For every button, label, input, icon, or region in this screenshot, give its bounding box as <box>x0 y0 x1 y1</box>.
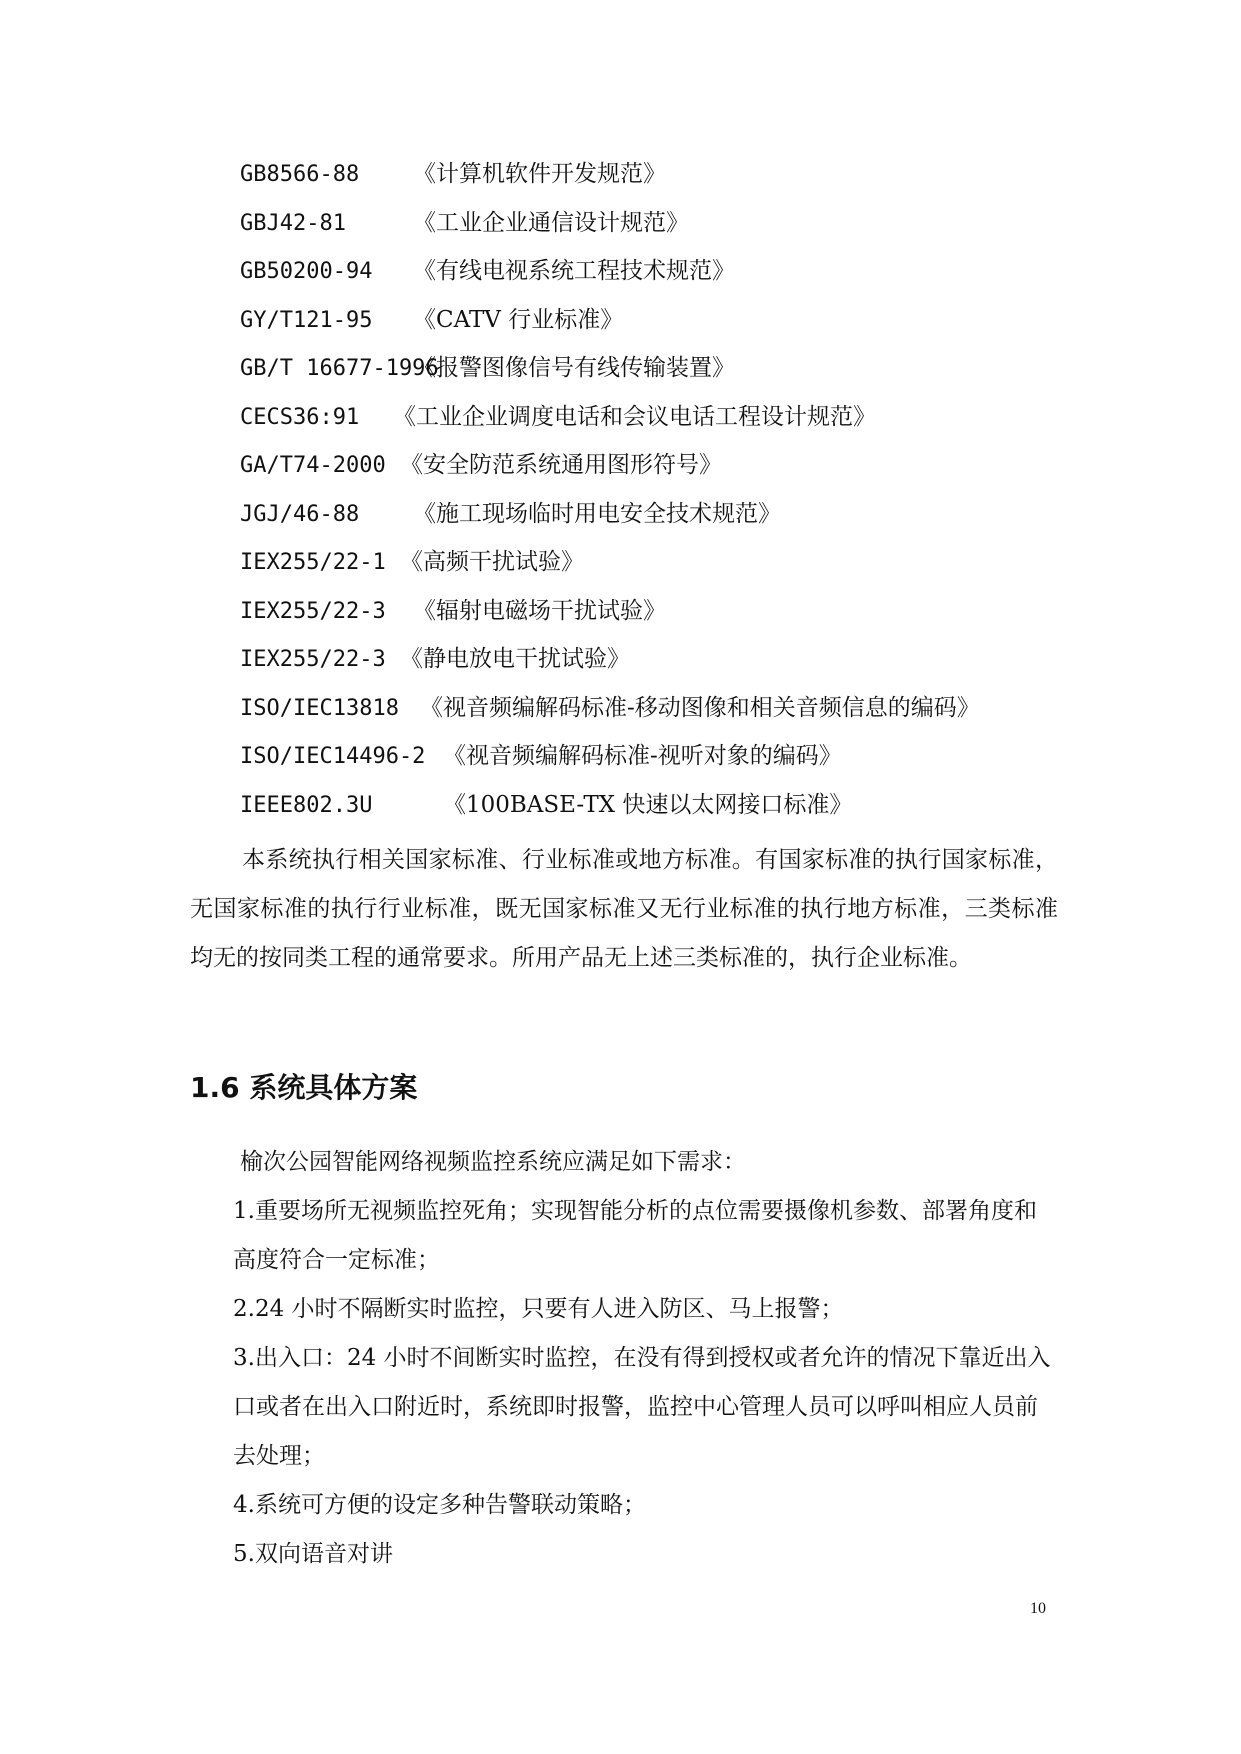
standard-title: 《视音频编解码标准-移动图像和相关音频信息的编码》 <box>420 694 980 721</box>
standard-row <box>240 251 735 291</box>
standard-code: GA/T74-2000 <box>240 453 386 478</box>
standard-code: ISO/IEC13818 <box>240 695 399 721</box>
standard-row <box>240 542 584 582</box>
standard-title: 《工业企业调度电话和会议电话工程设计规范》 <box>393 403 876 430</box>
standard-row <box>240 688 980 728</box>
standard-code: ISO/IEC14496-2 <box>240 744 426 769</box>
section-heading: 1.6 系统具体方案 <box>190 1071 418 1104</box>
standard-title: 《辐射电磁场干扰试验》 <box>413 597 666 624</box>
standard-code: IEX255/22-1 <box>240 550 386 575</box>
standard-row <box>240 785 853 825</box>
policy-paragraph: 本系统执行相关国家标准、行业标准或地方标准。有国家标准的执行国家标准，无国家标准的执行行业标准，既无国家标准又无行业标准的执行地方标准，三类标准均无的按同类工程的通常要求。所用产品无上述三类标准的，执行企业标准。 <box>190 847 1058 971</box>
standard-title: 《视音频编解码标准-视听对象的编码》 <box>443 743 842 769</box>
standard-row <box>240 397 876 437</box>
standard-row <box>240 154 666 194</box>
standard-title: 《安全防范系统通用图形符号》 <box>400 452 722 478</box>
standard-code: IEEE802.3U <box>240 792 373 818</box>
standard-title: 《计算机软件开发规范》 <box>413 161 666 187</box>
intro-text: 榆次公园智能网络视频监控系统应满足如下需求： <box>240 1149 746 1175</box>
requirement-item: 4.系统可方便的设定多种告警联动策略； <box>233 1492 646 1518</box>
standard-title: 《报警图像信号有线传输装置》 <box>413 355 735 381</box>
standard-title: 《工业企业通信设计规范》 <box>413 209 689 236</box>
standard-row <box>240 494 781 534</box>
standard-row <box>240 203 689 243</box>
standard-code: GY/T121-95 <box>240 307 373 333</box>
standard-row <box>240 300 624 340</box>
standard-title: 《静电放电干扰试验》 <box>400 646 630 672</box>
standard-title: 《施工现场临时用电安全技术规范》 <box>413 500 781 527</box>
standard-row <box>240 639 630 679</box>
standard-code: GB50200-94 <box>240 259 373 284</box>
page-number: 10 <box>1030 1600 1046 1617</box>
standard-row <box>240 591 666 631</box>
requirement-item: 5.双向语音对讲 <box>233 1541 393 1567</box>
standard-title: 《有线电视系统工程技术规范》 <box>413 258 735 284</box>
standard-code: IEX255/22-3 <box>240 647 386 672</box>
standard-row <box>240 736 842 776</box>
standard-code: GBJ42-81 <box>240 210 346 236</box>
standard-code: CECS36:91 <box>240 404 360 430</box>
standard-title: 《100BASE-TX 快速以太网接口标准》 <box>443 791 853 818</box>
standard-code: JGJ/46-88 <box>240 501 360 527</box>
requirement-item: 3.出入口：24 小时不间断实时监控，在没有得到授权或者允许的情况下靠近出入口或者在出入口附近时，系统即时报警，监控中心管理人员可以呼叫相应人员前去处理； <box>233 1345 1051 1469</box>
standard-code: GB8566-88 <box>240 162 360 187</box>
standard-code: IEX255/22-3 <box>240 598 386 624</box>
standard-title: 《高频干扰试验》 <box>400 549 584 575</box>
standard-code: GB/T 16677-1996 <box>240 356 439 381</box>
standard-title: 《CATV 行业标准》 <box>413 306 624 333</box>
standard-row <box>240 445 722 485</box>
standard-row <box>240 348 735 388</box>
requirement-item: 1.重要场所无视频监控死角；实现智能分析的点位需要摄像机参数、部署角度和高度符合一定标准； <box>233 1198 1037 1273</box>
requirement-item: 2.24 小时不隔断实时监控，只要有人进入防区、马上报警； <box>233 1296 844 1322</box>
